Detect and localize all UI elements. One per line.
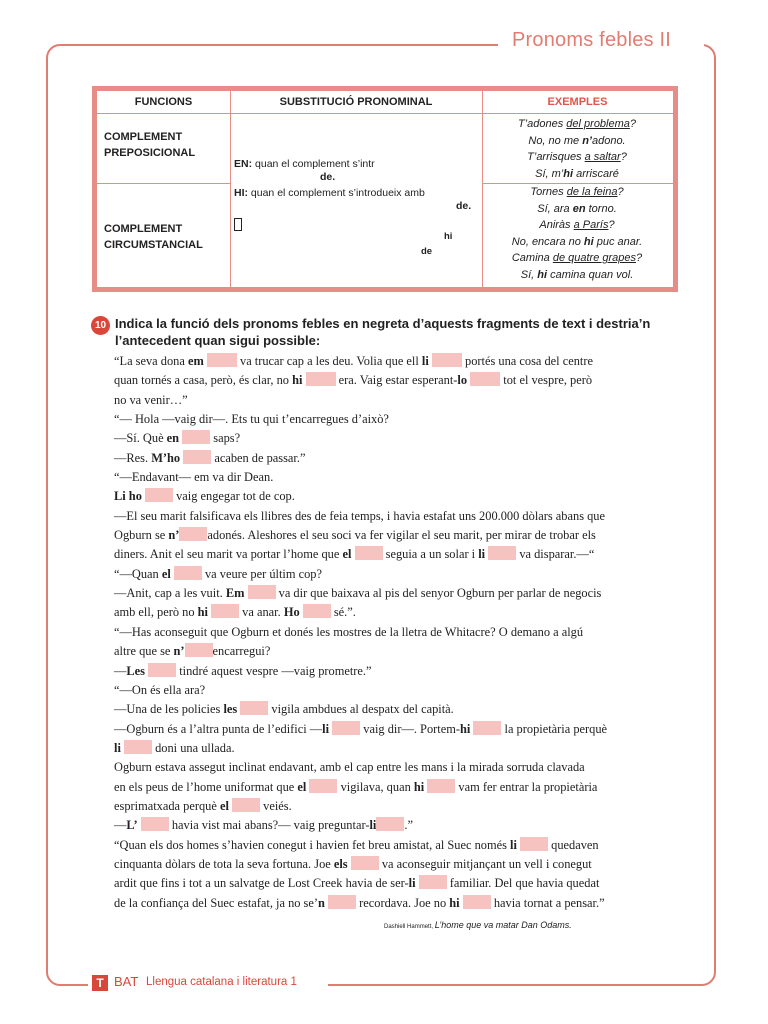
answer-blank[interactable] (240, 701, 268, 715)
header-funcions: FUNCIONS (97, 91, 230, 114)
text-line: li doni una ullada. (114, 740, 235, 755)
text-line: “Quan els dos homes s’havien conegut i havien fet breu amistat, al Suec només li quedaven (114, 837, 599, 852)
text-line: quan tornés a casa, però, és clar, no hi era. Vaig estar esperant-lo tot el vespre, però (114, 373, 593, 388)
row-divider-func (97, 183, 230, 184)
answer-blank[interactable] (211, 604, 239, 618)
exercise-number-badge: 10 (91, 316, 110, 335)
answer-blank[interactable] (185, 643, 213, 657)
text-line: “—On és ella ara? (114, 682, 206, 697)
text-line: de la confiança del Suec estafat, ja no se’n recordava. Joe no hi havia tornat a pensar.” (114, 895, 605, 910)
answer-blank[interactable] (332, 721, 360, 735)
publisher-logo-icon: T (92, 975, 108, 991)
function-prepositional: COMPLEMENT PREPOSICIONAL (104, 131, 196, 159)
answer-blank[interactable] (183, 450, 211, 464)
answer-blank[interactable] (376, 817, 404, 831)
answer-blank[interactable] (124, 740, 152, 754)
answer-blank[interactable] (432, 353, 462, 367)
text-line: “—Endavant— em va dir Dean. (114, 470, 274, 485)
text-line: “La seva dona em va trucar cap a les deu. Volia que ell li portés una cosa del centre (114, 354, 593, 368)
header-substitucio: SUBSTITUCIÓ PRONOMINAL (230, 91, 482, 114)
answer-blank[interactable] (488, 546, 516, 560)
example-line: Tornes de la feina? (530, 186, 624, 198)
answer-blank[interactable] (473, 721, 501, 735)
hi-rule: HI: quan el complement s’introdueix amb (234, 187, 425, 199)
en-rule-tail: de. (320, 171, 336, 183)
answer-blank[interactable] (248, 585, 276, 599)
de-small: de (421, 246, 433, 257)
answer-blank[interactable] (470, 372, 500, 386)
text-line: no va venir…” (114, 392, 188, 407)
text-line: Ogburn estava assegut inclinat endavant, amb el cap entre les mans i la mirada sorruda clavada (114, 760, 585, 775)
text-line: —Anit, cap a les vuit. Em va dir que baixava al pis del senyor Ogburn per parlar de negocis (114, 586, 602, 601)
text-line: —Sí. Què en saps? (114, 431, 241, 446)
text-line: Ogburn se n’ adonés. Aleshores el seu soci va fer vigilar el seu marit, per mirar de trobar els (114, 528, 596, 543)
theory-table (92, 86, 678, 292)
answer-blank[interactable] (328, 895, 356, 909)
footer-brand: BAT (114, 974, 139, 989)
hi-small: hi (444, 231, 453, 242)
exercise-text (114, 352, 684, 913)
answer-blank[interactable] (207, 353, 237, 367)
hi-rule-tail: de. (456, 200, 472, 212)
en-rule: EN: quan el complement s’intr (234, 158, 375, 170)
example-line: T’adones del problema? (517, 118, 637, 130)
answer-blank[interactable] (182, 430, 210, 444)
example-line: No, encara no hi puc anar. (511, 235, 643, 248)
example-line: Sí, hi camina quan vol. (520, 268, 634, 281)
example-line: Sí, m’hi arriscaré (535, 167, 619, 180)
answer-blank[interactable] (306, 372, 336, 386)
answer-blank[interactable] (351, 856, 379, 870)
col-funcions (97, 91, 231, 287)
text-line: cinquanta dòlars de tota la seva fortuna. Joe els va aconseguir mitjançant un vell i conegut (114, 856, 592, 871)
text-line: diners. Anit el seu marit va portar l’home que el seguia a un solar i li va disparar.—“ (114, 547, 595, 562)
answer-blank[interactable] (179, 527, 207, 541)
answer-blank[interactable] (355, 546, 383, 560)
example-line: No, no me n’adono. (528, 134, 626, 147)
example-line: Camina de quatre grapes? (511, 252, 643, 264)
text-line: altre que se n’ encarregui? (114, 644, 271, 659)
answer-blank[interactable] (419, 875, 447, 889)
text-line: amb ell, però no hi va anar. Ho sé.”. (114, 605, 356, 620)
text-line: en els peus de l’home uniformat que el vigilava, quan hi vam fer entrar la propietària (114, 779, 598, 794)
page-title: Pronoms febles II (512, 29, 672, 51)
answer-blank[interactable] (463, 895, 491, 909)
answer-blank[interactable] (232, 798, 260, 812)
citation: Dashiell Hammett, L’home que va matar Dan Odams. (384, 920, 572, 930)
text-line: ardit que fins i tot a un salvatge de Lost Creek havia de ser-li familiar. Del que havia quedat (114, 876, 600, 891)
text-line: —Res. M’ho acaben de passar.” (114, 450, 306, 465)
answer-blank[interactable] (303, 604, 331, 618)
text-line: —El seu marit falsificava els llibres des de feia temps, i havia estafat uns 200.000 dòlars abans que (114, 508, 606, 523)
example-line: Aniràs a París? (539, 219, 615, 231)
example-line: Sí, ara en torno. (537, 202, 617, 215)
text-line: Li ho vaig engegar tot de cop. (114, 489, 295, 504)
text-line: “— Hola —vaig dir—. Ets tu qui t’encarregues d’això? (114, 412, 389, 427)
example-line: T’arrisques a saltar? (527, 151, 627, 163)
text-line: esprimatxada perquè el veiés. (114, 798, 292, 813)
text-line: —Les tindré aquest vespre —vaig prometre.” (114, 663, 372, 678)
header-exemples: EXEMPLES (482, 91, 673, 114)
text-line: “—Quan el va veure per últim cop? (114, 566, 322, 581)
footer-subtitle: Llengua catalana i literatura 1 (146, 976, 297, 988)
answer-blank[interactable] (145, 488, 173, 502)
function-circumstantial: COMPLEMENT CIRCUMSTANCIAL (104, 223, 203, 251)
text-line: —Ogburn és a l’altra punta de l’edifici —li vaig dir—. Portem-hi la propietària perquè (114, 721, 608, 736)
cursor-glyph-icon (234, 218, 242, 231)
answer-blank[interactable] (427, 779, 455, 793)
text-line: “—Has aconseguit que Ogburn et donés les mostres de la lletra de Whitacre? O demano a algú (114, 624, 584, 639)
answer-blank[interactable] (141, 817, 169, 831)
answer-blank[interactable] (520, 837, 548, 851)
answer-blank[interactable] (148, 663, 176, 677)
exercise-question: Indica la funció dels pronoms febles en negreta d’aquests fragments de text i destria’n l’antecedent quan sigui possible: (115, 316, 651, 348)
answer-blank[interactable] (309, 779, 337, 793)
text-line: —Una de les policies les vigila ambdues al despatx del capità. (114, 702, 454, 717)
text-line: —L’ havia vist mai abans?— vaig preguntar-li .” (114, 818, 413, 833)
answer-blank[interactable] (174, 566, 202, 580)
